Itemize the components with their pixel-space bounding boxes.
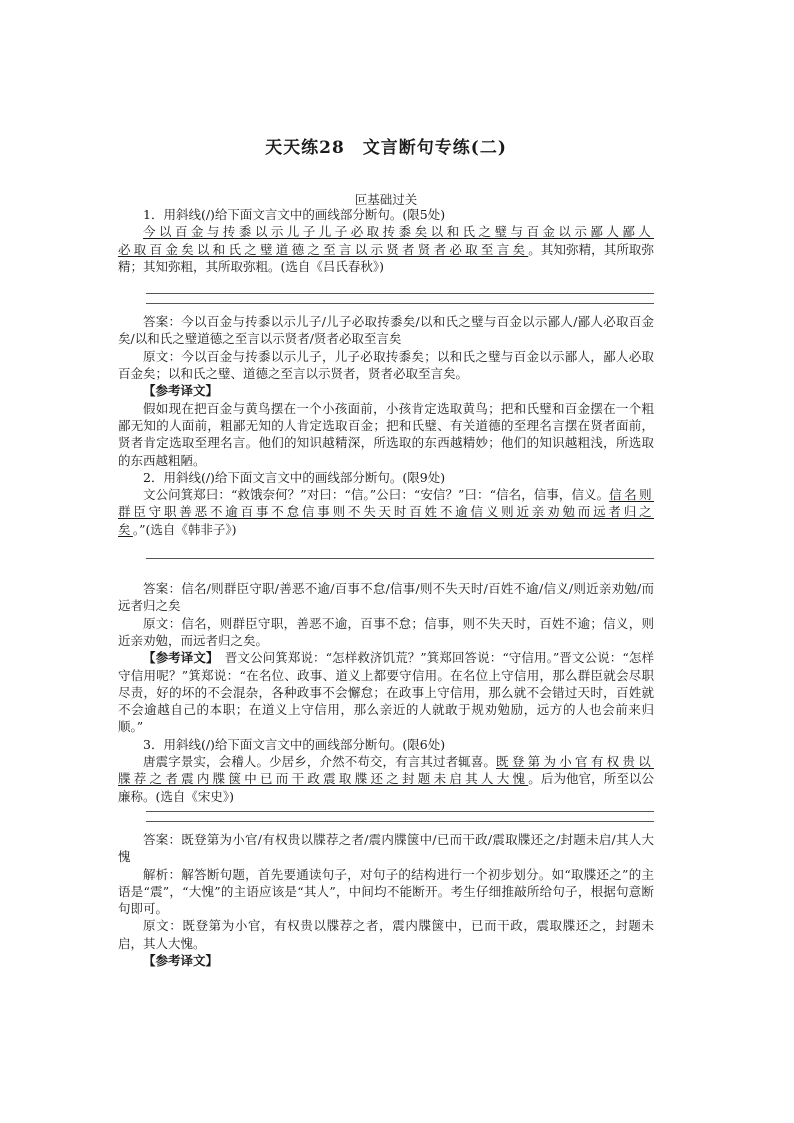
- q1-original: 原文：今以百金与抟黍以示儿子，儿子必取抟黍矣；以和氏之璧与百金以示鄙人，鄙人必取百金矣；以和氏之璧、道德之至言以示贤者，贤者必取至言矣。: [118, 348, 654, 382]
- q2-original: 原文：信名，则群臣守职，善恶不逾，百事不怠；信事，则不失天时，百姓不逾；信义，则近亲劝勉，而远者归之矣。: [118, 615, 654, 648]
- q1-translation: 假如现在把百金与黄鸟摆在一个小孩面前，小孩肯定选取黄鸟；把和氏璧和百金摆在一个粗鄙无知的人面前，粗鄙无知的人肯定选取百金；把和氏璧、有关道德的至理名言摆在贤者面前，贤者肯定选取至理名言。他们的知识越精深，所选取的东西越精妙；他们的知识越粗浅，所选取的东西越粗陋。: [118, 400, 654, 468]
- q3-original: 原文：既登第为小官，有权贵以牒荐之者，震内牒箧中，已而干政，震取牒还之，封题未启，其人大愧。: [118, 918, 654, 951]
- q2-underlined-text: 信名则群臣守职善恶不逾百事不怠信事则不失天时百姓不逾信义则近亲劝勉而远者归之矣: [118, 487, 655, 537]
- q3-prompt: 3．用斜线(/)给下面文言文中的画线部分断句。(限6处): [143, 736, 446, 752]
- q2-passage: [118, 486, 654, 538]
- q3-lead-text: 唐震字景实，会稽人。少居乡，介然不苟交，有言其过者辄喜。: [143, 754, 497, 770]
- q3-tail-text: 。后为他官，所至以公廉称。(选自《宋史》): [118, 771, 654, 804]
- q1-tail-text: 。其知弥精，其所取弥精；其知弥粗，其所取弥粗。(选自《吕氏春秋》): [118, 241, 654, 274]
- answer-line: [146, 558, 654, 559]
- answer-line: [146, 293, 654, 294]
- answer-line: [146, 303, 654, 304]
- q3-analysis: 解析：解答断句题，首先要通读句子，对句子的结构进行一个初步划分。如“取牒还之”的主语是“震”，“大愧”的主语应该是“其人”，中间均不能断开。考生仔细推敲所给句子，根据句意断句即可。: [118, 866, 654, 917]
- q1-answer: 答案：今以百金与抟黍以示儿子/儿子必取抟黍矣/以和氏之璧与百金以示鄙人/鄙人必取百金矣/以和氏之璧道德之至言以示贤者/贤者必取至言矣: [118, 314, 654, 347]
- q2-translation-para: [118, 649, 654, 735]
- q3-answer: 答案：既登第为小官/有权贵以牒荐之者/震内牒箧中/已而干政/震取牒还之/封题未启/其人大愧: [118, 831, 654, 865]
- q2-tail-text: 。”(选自《韩非子》): [132, 521, 237, 537]
- q2-translation: 晋文公问箕郑说：“怎样救济饥荒？”箕郑回答说：“守信用。”晋文公说：“怎样守信用呢？”箕郑说：“在名位、政事、道义上都要守信用。在名位上守信用，那么群臣就会尽职尽责，好的坏的不会混杂，各种政事不会懈怠；在政事上守信用，那么就不会错过天时，百姓就不会逾越自己的本职；在道义上守信用，那么亲近的人就敢于规劝勉励，远方的人也会前来归顺。”: [118, 650, 654, 735]
- q2-lead-text: 文公问箕郑曰：“救饿奈何？”对曰：“信。”公曰：“安信？”曰：“信名，信事，信义。: [143, 487, 610, 503]
- q3-underlined-text: 既登第为小官有权贵以牒荐之者震内牒箧中已而干政震取牒还之封题未启其人大愧: [118, 754, 654, 787]
- q2-answer: 答案：信名/则群臣守职/善恶不逾/百事不怠/信事/则不失天时/百姓不逾/信义/则近亲劝勉/而远者归之矣: [118, 581, 654, 614]
- q1-underlined-text: 今以百金与抟黍以示儿子儿子必取抟黍矣以和氏之璧与百金以示鄙人鄙人必取百金矣以和氏之璧道德之至言以示贤者贤者必取至言矣: [118, 224, 654, 257]
- q3-ref-label: 【参考译文】: [143, 952, 219, 968]
- page-title: 天天练28 文言断句专练(二): [265, 138, 507, 158]
- q2-prompt: 2．用斜线(/)给下面文言文中的画线部分断句。(限9处): [143, 469, 446, 485]
- answer-line: [146, 811, 654, 812]
- section-heading: 叵基础过关: [354, 192, 418, 207]
- q1-prompt: 1．用斜线(/)给下面文言文中的画线部分断句。(限5处): [143, 207, 446, 222]
- q1-passage: [118, 223, 654, 275]
- answer-line: [146, 821, 654, 822]
- q1-ref-label: 【参考译文】: [143, 383, 219, 399]
- q3-passage: [118, 753, 654, 805]
- document-body: [118, 206, 654, 969]
- q2-ref-label: 【参考译文】: [143, 650, 213, 666]
